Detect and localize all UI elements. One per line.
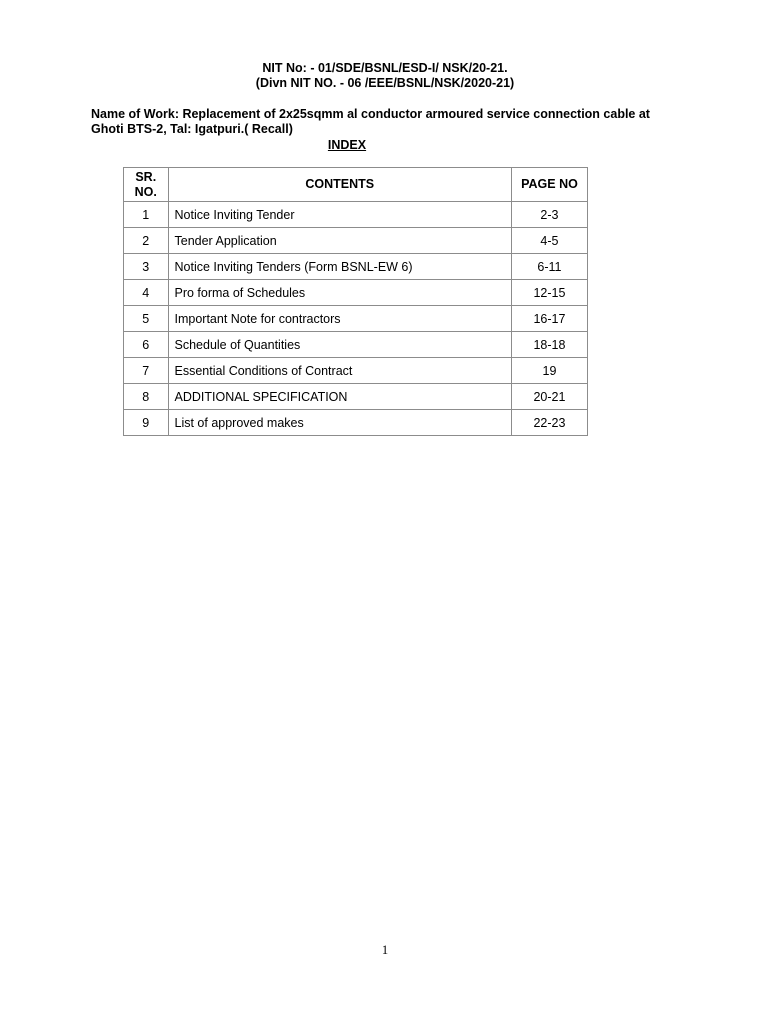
row-page-no: 6-11	[511, 254, 587, 280]
nit-number-heading: NIT No: - 01/SDE/BSNL/ESD-I/ NSK/20-21.	[262, 61, 508, 75]
table-row	[124, 254, 588, 280]
sr-no-column-header	[124, 168, 169, 202]
table-row	[124, 358, 588, 384]
row-sr-no: 6	[124, 332, 169, 358]
page-number: 1	[381, 943, 389, 957]
row-page-no: 20-21	[511, 384, 587, 410]
row-page-no: 22-23	[511, 410, 587, 436]
row-sr-no: 9	[124, 410, 169, 436]
row-contents: Pro forma of Schedules	[168, 280, 511, 306]
name-of-work-line-2: Ghoti BTS-2, Tal: Igatpuri.( Recall)	[91, 122, 293, 136]
row-contents: List of approved makes	[168, 410, 511, 436]
table-row	[124, 202, 588, 228]
row-page-no: 2-3	[511, 202, 587, 228]
table-row	[124, 410, 588, 436]
index-table	[123, 167, 588, 436]
row-page-no: 19	[511, 358, 587, 384]
contents-column-header: CONTENTS	[168, 168, 511, 202]
name-of-work-line-1: Name of Work: Replacement of 2x25sqmm al conductor armoured service connection cable at	[91, 107, 650, 121]
row-sr-no: 4	[124, 280, 169, 306]
page-no-column-header: PAGE NO	[511, 168, 587, 202]
row-sr-no: 3	[124, 254, 169, 280]
row-sr-no: 8	[124, 384, 169, 410]
row-contents: Tender Application	[168, 228, 511, 254]
divn-nit-number-heading: (Divn NIT NO. - 06 /EEE/BSNL/NSK/2020-21)	[255, 76, 515, 90]
row-sr-no: 5	[124, 306, 169, 332]
sr-header-line-2: NO.	[134, 184, 157, 199]
row-sr-no: 2	[124, 228, 169, 254]
row-contents: Important Note for contractors	[168, 306, 511, 332]
table-row	[124, 306, 588, 332]
row-page-no: 18-18	[511, 332, 587, 358]
row-sr-no: 1	[124, 202, 169, 228]
sr-header-line-1: SR.	[135, 169, 157, 184]
table-row	[124, 384, 588, 410]
index-title: INDEX	[327, 138, 367, 152]
table-row	[124, 332, 588, 358]
row-contents: Notice Inviting Tender	[168, 202, 511, 228]
row-page-no: 16-17	[511, 306, 587, 332]
row-contents: Essential Conditions of Contract	[168, 358, 511, 384]
table-row	[124, 280, 588, 306]
index-table-header-row	[124, 168, 588, 202]
row-contents: Notice Inviting Tenders (Form BSNL-EW 6)	[168, 254, 511, 280]
row-contents: ADDITIONAL SPECIFICATION	[168, 384, 511, 410]
table-row	[124, 228, 588, 254]
row-contents: Schedule of Quantities	[168, 332, 511, 358]
row-page-no: 12-15	[511, 280, 587, 306]
row-page-no: 4-5	[511, 228, 587, 254]
row-sr-no: 7	[124, 358, 169, 384]
